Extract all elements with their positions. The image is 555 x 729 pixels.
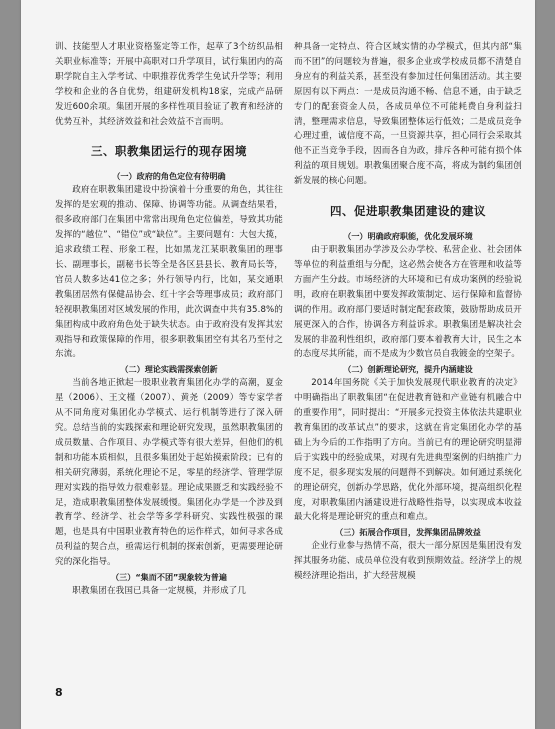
section-heading: 三、职教集团运行的现存困境 [91, 144, 247, 159]
page-number: 8 [55, 686, 63, 699]
subsection-heading: （三）拓展合作项目，发挥集团品牌效益 [335, 527, 481, 538]
section-heading: 四、促进职教集团建设的建议 [330, 204, 486, 219]
subsection-heading: （一）明确政府职能，优化发展环境 [343, 231, 473, 242]
paragraph: 职教集团在我国已具备一定规模，并形成了几 [72, 586, 247, 597]
subsection-heading: （二）理论实践需探索创新 [120, 364, 218, 375]
paragraph: 当前各地正掀起一股职业教育集团化办学的高潮，夏金星（2006）、王文槿（2007）、黄尧（2009）等专家学者从不同角度对集团化办学模式、运行机制等进行了深入研究。总结当前的实践探索和理论研究发现，虽然职教集团的成员数量、合作项目、办学模式等有很大差异，但他们的机制和功能本质相似，且很多集团处于起始摸索阶段；已有的相关研究薄弱，系统化理论不足，零星的经济学、管理学原理对实践的指导效力很难彰显。理论成果匮乏和实践经验不足，造成职教集团整体发展缓慢。集团化办学是一个涉及到教育学、经济学、社会学等多学科研究、实践性极强的课题，也是具有中国职业教育特色的运作样式，如何寻求各成员利益的契合点，亟需运行机制的探索创新，更需要理论研究的深化指导。 [55, 378, 283, 568]
document-page [21, 0, 535, 729]
left-column [55, 40, 283, 599]
right-column [294, 40, 522, 584]
subsection-heading: （一）政府的角色定位有待明确 [112, 171, 226, 182]
paragraph: 政府在职教集团建设中扮演着十分重要的角色，其往往发挥的是宏观的推动、保障、协调等功能。从调查结果看，很多政府部门在集团中常常出现角色定位偏差，导致其功能发挥的“越位”、“错位”或“缺位”。主要问题有：大包大揽，追求政绩工程、形象工程，比如黑龙江某职教集团的理事长、副理事长，副秘书长等全是各区县县长、教育局长等，官员人数多达41位之多；外行领导内行，比如，某交通职教集团居然有保健品协会、红十字会等理事成员；政府部门轻视职教集团对区域发展的作用，此次调查中共有35.8%的集团构成中政府角色处于缺失状态。由于政府没有发挥其宏观指导和政策保障的作用，很多职教集团空有其名乃至付之东流。 [55, 185, 283, 360]
subsection-heading: （三）“集而不团”现象较为普遍 [111, 572, 227, 583]
paragraph: 训、技能型人才职业资格鉴定等工作，起草了3个纺织品相关职业标准等；开展中高职对口升学项目，试行集团内的高职学院自主入学考试、中职推荐优秀学生免试升学等；利用学校和企业的各自优势，组建研发机构18家，完成产品研发近600余项。集团开展的多样性项目验证了教育和经济的优势互补，其经济效益和社会效益不言而明。 [55, 42, 283, 127]
paragraph: 由于职教集团办学涉及公办学校、私营企业、社会团体等单位的利益重组与分配，这必然会使各方在管理和收益等方面产生分歧。市场经济的大环境和已有成功案例的经验说明，政府在职教集团中要发挥政策制定、运行保障和监督协调的作用。政府部门要适时制定配套政策，鼓励帮助成员开展更深入的合作，协调各方利益诉求。职教集团是解决社会发展的非盈利性组织，政府部门要本着教育大计，民生之本的态度尽其所能，而不是成为少数官员自我镀金的空架子。 [294, 245, 522, 360]
paragraph: 种具备一定特点、符合区域实情的办学模式，但其内部“集而不团”的问题较为普遍，很多企业或学校成员都不清楚自身应有的利益关系，甚至没有参加过任何集团活动。其主要原因有以下两点：一是成员沟通不畅、信息不通，由于缺乏专门的配套资金人员，各成员单位不可能耗费自身利益扫清，整理需求信息，导致集团整体运行低效；二是成员竞争心理过重，诚信度不高，一旦资源共享，担心同行会采取其他不正当竞争手段，因而各自为政，排斥各种可能有损个体利益的项目规划。职教集团聚合度不高，将成为制约集团创新发展的核心问题。 [294, 42, 522, 187]
paragraph: 企业行业参与热情不高，很大一部分原因是集团没有发挥其服务功能、成员单位没有收到预期效益。经济学上的规模经济理论指出，扩大经营规模 [294, 541, 522, 582]
subsection-heading: （二）创新理论研究，提升内涵建设 [343, 364, 473, 375]
paragraph: 2014年国务院《关于加快发展现代职业教育的决定》中明确指出了职教集团“在促进教育链和产业链有机融合中的重要作用”，同时提出：“开展多元投资主体依法共建职业教育集团的改革试点”的要求，这就在肯定集团化办学的基础上为今后的工作指明了方向。当前已有的理论研究明显滞后于实践中的经验成果，对现有先进典型案例的归纳推广力度不足，很多现实发展的问题得不到解决。如何通过系统化的理论研究，创新办学思路，优化外部环境，提高组织化程度，对职教集团内涵建设进行战略性指导，以实现成本收益最大化将是理论研究的重点和难点。 [294, 378, 522, 523]
